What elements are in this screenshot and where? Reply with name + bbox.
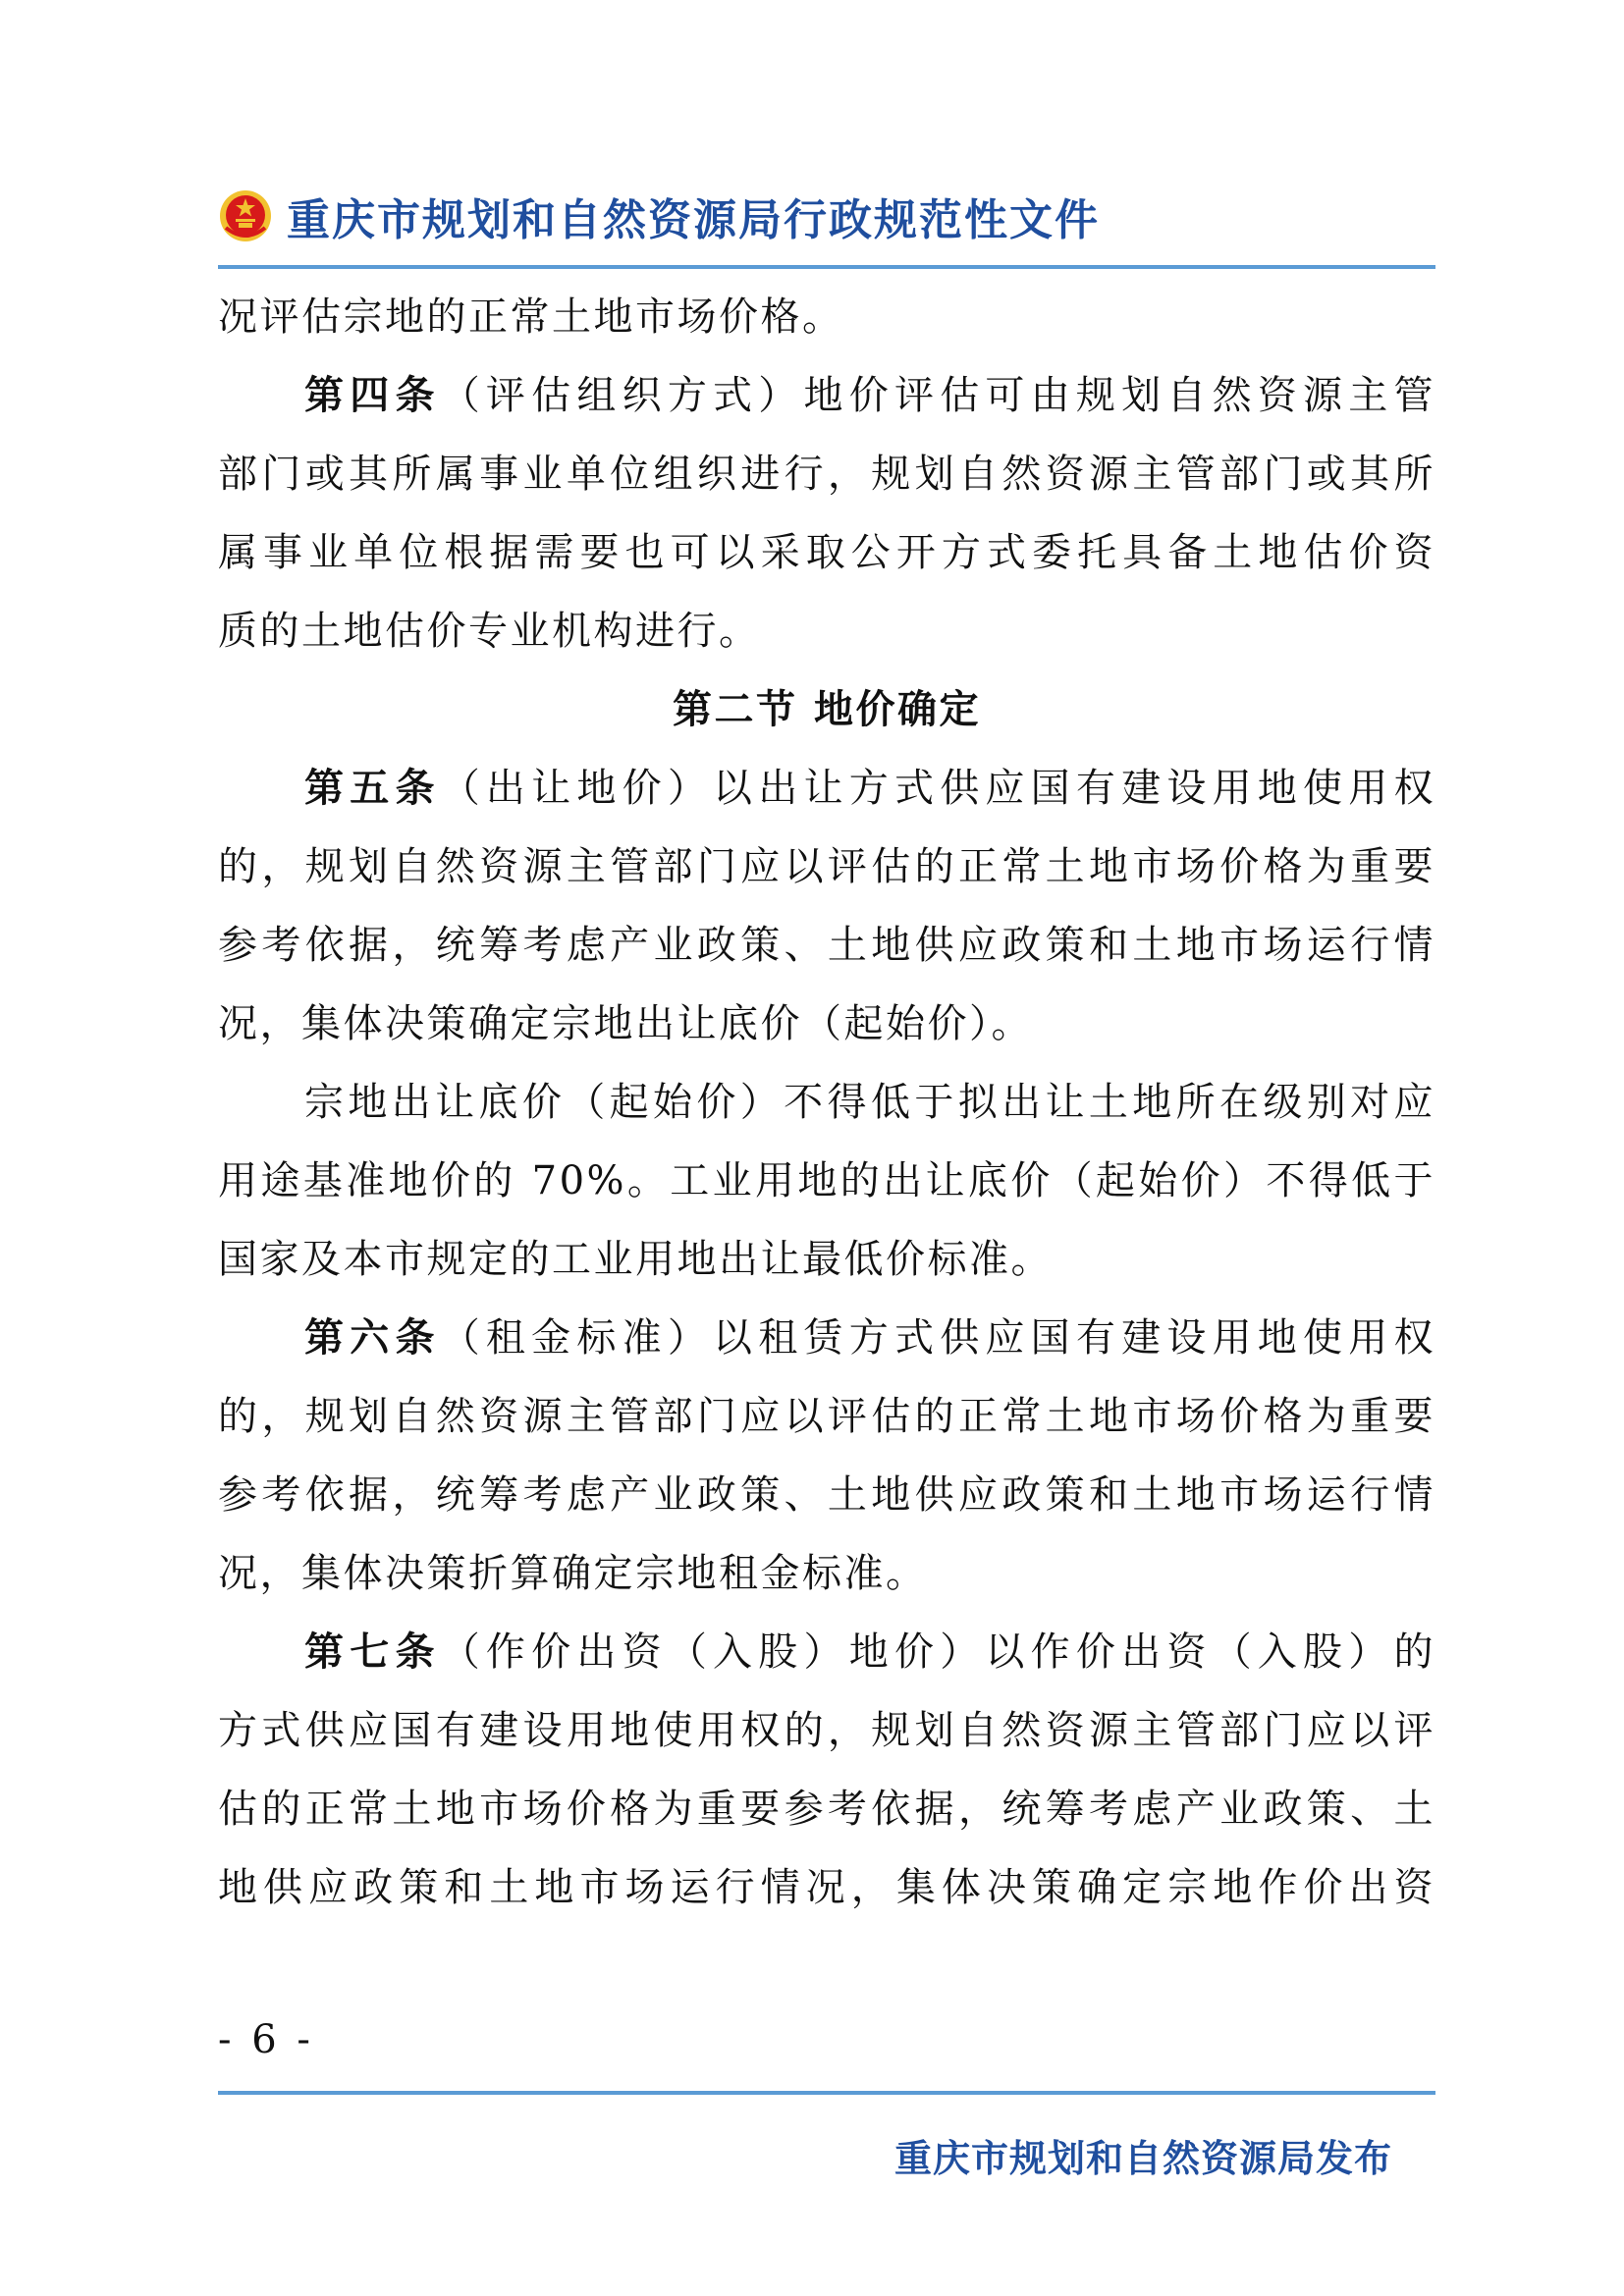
article-5-text: （出让地价）以出让方式供应国有建设用地使用权 bbox=[440, 766, 1435, 811]
article-5-label: 第五条 bbox=[304, 766, 441, 811]
article-7-line-3: 估的正常土地市场价格为重要参考依据，统筹考虑产业政策、土 bbox=[218, 1787, 1435, 1832]
article-5-line-4: 况，集体决策确定宗地出让底价（起始价）。 bbox=[218, 1001, 1033, 1046]
article-5-line-1 bbox=[218, 749, 1435, 828]
article-6-text: （租金标准）以租赁方式供应国有建设用地使用权 bbox=[440, 1315, 1435, 1361]
article-4-line-3: 属事业单位根据需要也可以采取公开方式委托具备土地估价资 bbox=[218, 530, 1435, 575]
article-7-text: （作价出资（入股）地价）以作价出资（入股）的 bbox=[440, 1629, 1435, 1675]
article-6-line-4: 况，集体决策折算确定宗地租金标准。 bbox=[218, 1551, 928, 1596]
article-6-line-1 bbox=[218, 1299, 1435, 1377]
article-6-line-2: 的，规划自然资源主管部门应以评估的正常土地市场价格为重要 bbox=[218, 1394, 1435, 1439]
article-6-label: 第六条 bbox=[304, 1315, 441, 1361]
paragraph-5b-line-2: 用途基准地价的 70%。工业用地的出让底价（起始价）不得低于 bbox=[218, 1158, 1435, 1203]
header-divider bbox=[218, 265, 1435, 269]
footer-divider bbox=[218, 2091, 1435, 2095]
document-header bbox=[218, 187, 1435, 245]
article-4-line-2: 部门或其所属事业单位组织进行，规划自然资源主管部门或其所 bbox=[218, 452, 1435, 497]
article-7-line-1 bbox=[218, 1613, 1435, 1691]
article-7-label: 第七条 bbox=[304, 1629, 441, 1675]
footer-publisher: 重庆市规划和自然资源局发布 bbox=[893, 2137, 1392, 2180]
header-title: 重庆市规划和自然资源局行政规范性文件 bbox=[287, 195, 1100, 245]
body-line: 况评估宗地的正常土地市场价格。 bbox=[218, 294, 844, 340]
article-7-line-2: 方式供应国有建设用地使用权的，规划自然资源主管部门应以评 bbox=[218, 1708, 1435, 1753]
article-4-text: （评估组织方式）地价评估可由规划自然资源主管 bbox=[440, 373, 1435, 418]
section-heading: 第二节 地价确定 bbox=[673, 687, 981, 732]
document-body bbox=[218, 278, 1435, 1927]
article-4-label: 第四条 bbox=[304, 373, 441, 418]
article-7-line-4: 地供应政策和土地市场运行情况，集体决策确定宗地作价出资 bbox=[218, 1865, 1435, 1910]
article-4-line-1 bbox=[218, 356, 1435, 435]
page-number: - 6 - bbox=[218, 2017, 314, 2062]
national-emblem-icon bbox=[218, 188, 273, 243]
paragraph-5b-line-1: 宗地出让底价（起始价）不得低于拟出让土地所在级别对应 bbox=[304, 1080, 1435, 1125]
article-5-line-2: 的，规划自然资源主管部门应以评估的正常土地市场价格为重要 bbox=[218, 844, 1435, 889]
article-5-line-3: 参考依据，统筹考虑产业政策、土地供应政策和土地市场运行情 bbox=[218, 923, 1435, 968]
paragraph-5b-line-3: 国家及本市规定的工业用地出让最低价标准。 bbox=[218, 1237, 1053, 1282]
article-6-line-3: 参考依据，统筹考虑产业政策、土地供应政策和土地市场运行情 bbox=[218, 1472, 1435, 1518]
article-4-line-4: 质的土地估价专业机构进行。 bbox=[218, 609, 761, 654]
